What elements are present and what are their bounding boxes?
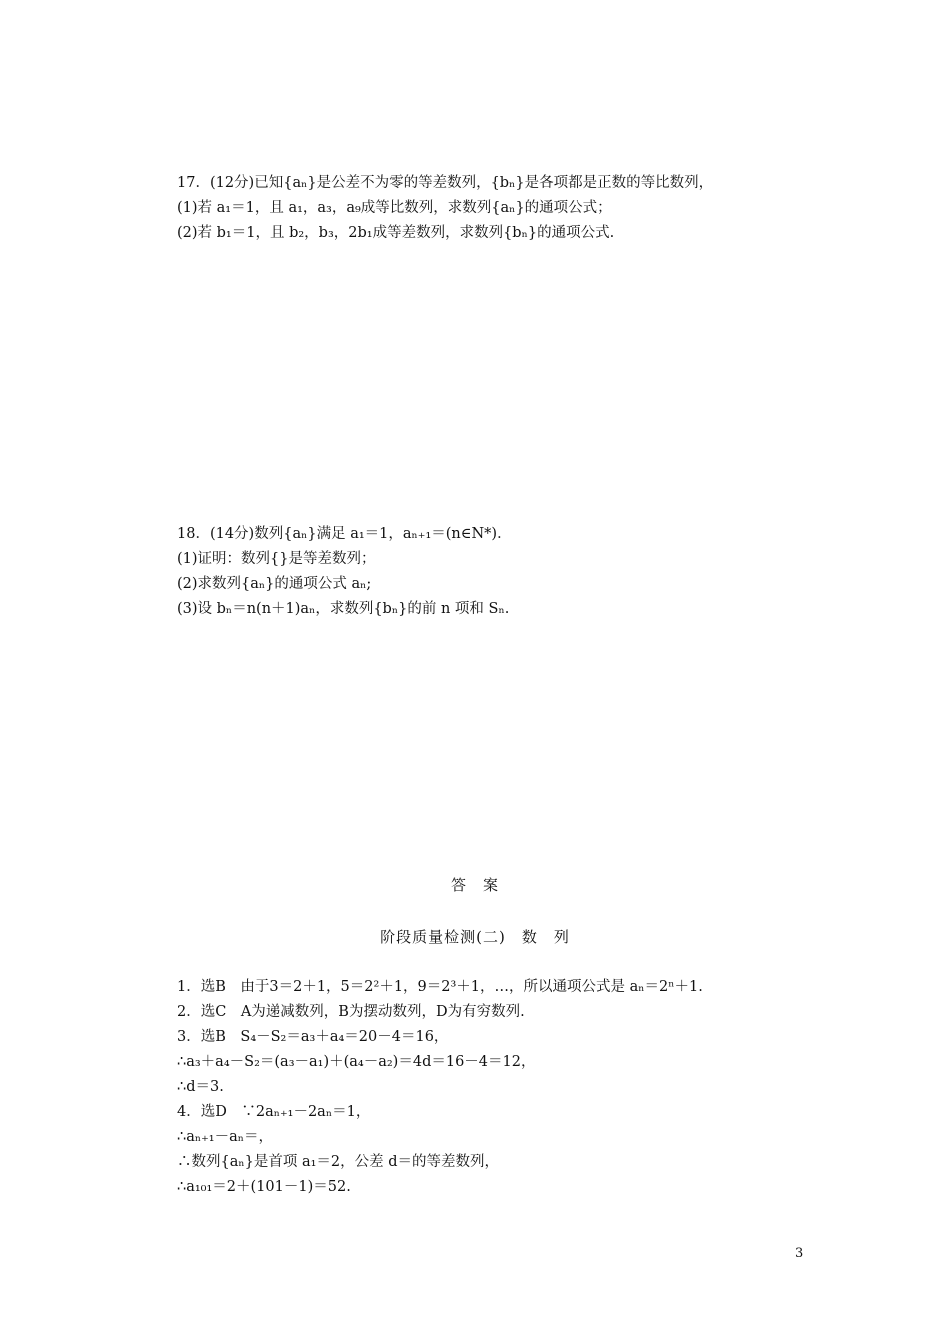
answer-line: 1．选B 由于3＝2＋1，5＝2²＋1，9＝2³＋1，…，所以通项公式是 aₙ＝2ⁿ＋1. (177, 979, 703, 995)
q18-part3: (3)设 bₙ＝n(n＋1)aₙ，求数列{bₙ}的前 n 项和 Sₙ. (177, 601, 510, 617)
q17-title: 17．(12分)已知{aₙ}是公差不为零的等差数列，{bₙ}是各项都是正数的等比数列， (177, 175, 714, 191)
q18-title: 18．(14分)数列{aₙ}满足 a₁＝1，aₙ₊₁＝(n∈N*)． (177, 526, 512, 542)
q18-part2: (2)求数列{aₙ}的通项公式 aₙ; (177, 576, 372, 592)
answers-subheading: 阶段质量检测(二) 数 列 (380, 928, 570, 946)
answer-line: 2．选C A为递减数列，B为摆动数列，D为有穷数列. (177, 1004, 525, 1020)
answers-heading: 答 案 (450, 876, 499, 894)
q18-part1: (1)证明：数列{}是等差数列； (177, 551, 376, 567)
page-number: 3 (795, 1246, 804, 1261)
answer-line: ∴d＝3. (177, 1079, 224, 1095)
answer-line: ∴aₙ₊₁－aₙ＝， (177, 1129, 274, 1145)
answer-line: 4．选D ∵2aₙ₊₁－2aₙ＝1， (177, 1104, 371, 1120)
answer-line: ∴a₁₀₁＝2＋(101－1)＝52. (177, 1179, 351, 1195)
q17-part1: (1)若 a₁＝1，且 a₁，a₃，a₉成等比数列，求数列{aₙ}的通项公式； (177, 200, 612, 216)
q17-part2: (2)若 b₁＝1，且 b₂，b₃，2b₁成等差数列，求数列{bₙ}的通项公式. (177, 225, 615, 241)
answer-line: 3．选B S₄－S₂＝a₃＋a₄＝20－4＝16， (177, 1029, 449, 1045)
answer-line: ∴a₃＋a₄－S₂＝(a₃－a₁)＋(a₄－a₂)＝4d＝16－4＝12， (177, 1054, 536, 1070)
answer-line: ∴数列{aₙ}是首项 a₁＝2，公差 d＝的等差数列， (177, 1154, 500, 1170)
